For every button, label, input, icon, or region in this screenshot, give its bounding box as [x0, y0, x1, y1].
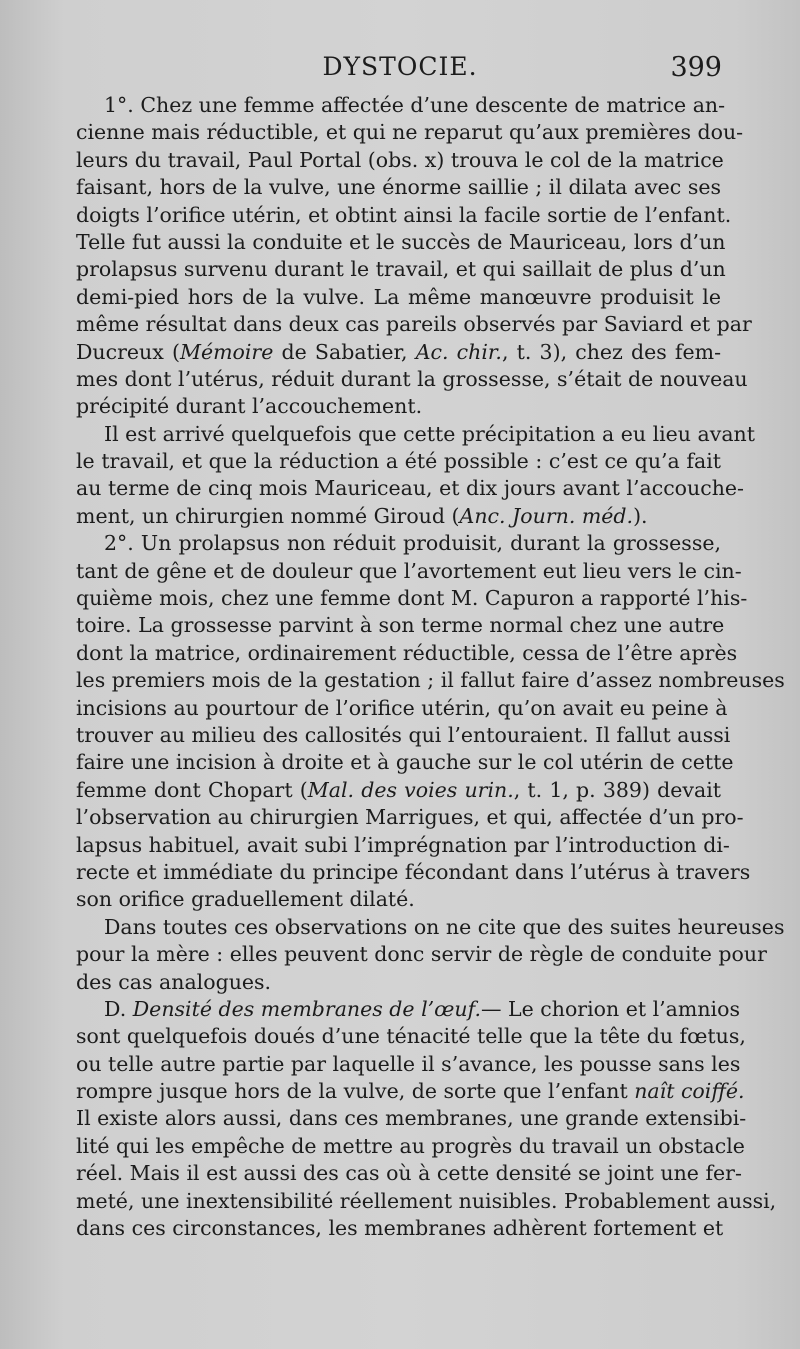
italic-segment: Mal. des voies urin.: [307, 777, 514, 802]
text-line: faisant, hors de la vulve, une énorme saillie ; il dilata avec ses: [76, 175, 721, 200]
italic-segment: Anc. Journ. méd.: [459, 503, 634, 528]
text-line: [76, 1078, 745, 1105]
text-line: le travail, et que la réduction a été possible : c’est ce qu’a fait: [76, 449, 721, 474]
text-line: les premiers mois de la gestation ; il fallut faire d’assez nombreuses: [76, 668, 785, 693]
text-line: pour la mère : elles peuvent donc servir de règle de conduite pour: [76, 942, 767, 967]
text-segment: D.: [104, 996, 133, 1021]
text-line: recte et immédiate du principe fécondant dans l’utérus à travers: [76, 859, 751, 884]
text-line: Il est arrivé quelquefois que cette précipitation a eu lieu avant: [104, 421, 755, 446]
text-line: sont quelquefois doués d’une ténacité telle que la tête du fœtus,: [76, 1024, 746, 1049]
text-segment: ).: [633, 503, 648, 528]
text-line: des cas analogues.: [76, 969, 272, 994]
italic-segment: Mémoire: [179, 339, 274, 364]
text-line: [76, 339, 721, 366]
text-line: quième mois, chez une femme dont M. Capuron a rapporté l’his-: [76, 586, 748, 611]
text-line: prolapsus survenu durant le travail, et qui saillait de plus d’un: [76, 257, 726, 282]
text-segment: Ducreux (: [76, 339, 180, 364]
text-line: Telle fut aussi la conduite et le succès de Mauriceau, lors d’un: [76, 229, 726, 254]
text-line: tant de gêne et de douleur que l’avortement eut lieu vers le cin-: [76, 558, 742, 583]
text-segment: de Sabatier,: [273, 339, 416, 364]
italic-segment: Ac. chir.: [415, 339, 502, 364]
text-line: même résultat dans deux cas pareils observés par Saviard et par: [76, 312, 752, 337]
running-head: DYSTOCIE.: [322, 52, 478, 81]
text-line: réel. Mais il est aussi des cas où à cette densité se joint une fer-: [76, 1161, 742, 1186]
text-line: meté, une inextensibilité réellement nuisibles. Probablement aussi,: [76, 1188, 777, 1213]
text-line: 1°. Chez une femme affectée d’une descente de matrice an-: [104, 93, 726, 117]
text-line: dans ces circonstances, les membranes adhèrent fortement et: [76, 1216, 724, 1241]
text-line: 2°. Un prolapsus non réduit produisit, durant la grossesse,: [104, 531, 721, 556]
text-line: [76, 503, 721, 530]
text-segment: femme dont Chopart (: [76, 777, 308, 802]
text-line: l’observation au chirurgien Marrigues, et qui, affectée d’un pro-: [76, 805, 744, 830]
text-line: doigts l’orifice utérin, et obtint ainsi la facile sortie de l’enfant.: [76, 202, 732, 227]
text-line: Dans toutes ces observations on ne cite que des suites heureuses: [104, 914, 785, 939]
text-segment: , t. 3), chez des fem-: [501, 339, 722, 364]
page-header: [78, 52, 722, 88]
text-segment: — Le chorion et l’amnios: [481, 996, 740, 1021]
text-line: cienne mais réductible, et qui ne reparut qu’aux premières dou-: [76, 120, 744, 145]
text-line: trouver au milieu des callosités qui l’entouraient. Il fallut aussi: [76, 722, 731, 747]
text-line: Il existe alors aussi, dans ces membranes, une grande extensibi-: [76, 1106, 747, 1131]
text-line: ou telle autre partie par laquelle il s’avance, les pousse sans les: [76, 1051, 741, 1076]
text-line: incisions au pourtour de l’orifice utérin, qu’on avait eu peine à: [76, 695, 728, 720]
text-line: [76, 996, 740, 1023]
text-line: [76, 777, 721, 804]
text-segment: ment, un chirurgien nommé Giroud (: [76, 503, 460, 528]
text-line: faire une incision à droite et à gauche sur le col utérin de cette: [76, 750, 734, 775]
italic-segment: naît coiffé.: [634, 1079, 745, 1104]
text-line: leurs du travail, Paul Portal (obs. x) trouva le col de la matrice: [76, 147, 724, 172]
body-text: [76, 92, 785, 1242]
text-line: toire. La grossesse parvint à son terme normal chez une autre: [76, 613, 725, 638]
text-line: dont la matrice, ordinairement réductible, cessa de l’être après: [76, 640, 738, 665]
italic-segment: Densité des membranes de l’œuf.: [132, 996, 481, 1021]
text-line: lapsus habituel, avait subi l’imprégnation par l’introduction di-: [76, 832, 730, 857]
text-line: précipité durant l’accouchement.: [76, 394, 423, 419]
text-segment: , t. 1, p. 389) devait: [513, 777, 721, 802]
text-line: demi-pied hors de la vulve. La même manœuvre produisit le: [76, 284, 721, 309]
text-segment: rompre jusque hors de la vulve, de sorte que l’enfant: [76, 1079, 635, 1104]
text-line: lité qui les empêche de mettre au progrès du travail un obstacle: [76, 1133, 745, 1158]
text-line: mes dont l’utérus, réduit durant la grossesse, s’était de nouveau: [76, 366, 748, 391]
page-number: 399: [670, 52, 722, 83]
text-line: son orifice graduellement dilaté.: [76, 887, 415, 912]
text-line: au terme de cinq mois Mauriceau, et dix jours avant l’accouche-: [76, 476, 744, 501]
